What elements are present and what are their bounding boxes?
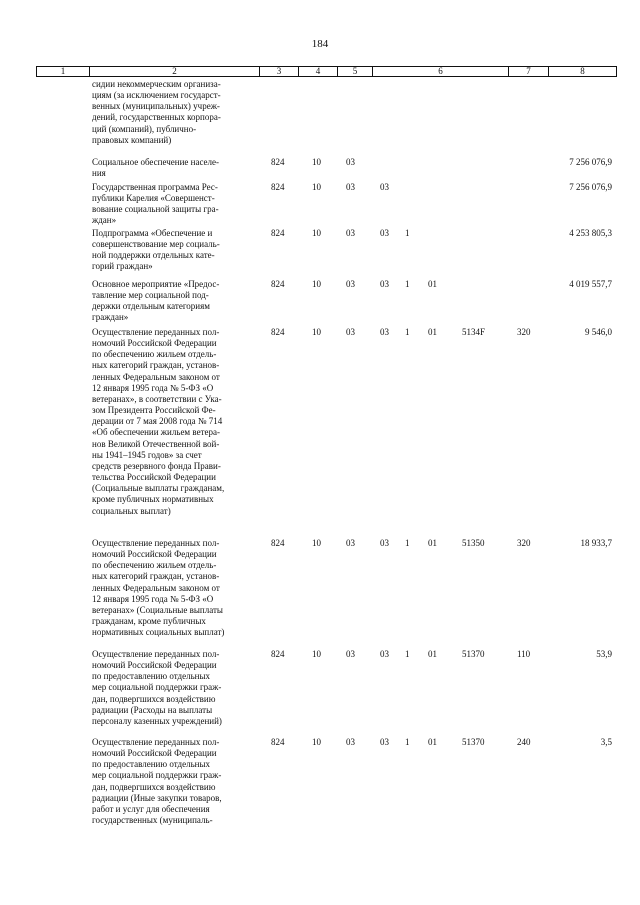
cell-activity: 01 — [428, 538, 437, 548]
row-description: Социальное обеспечение населе- ния — [92, 157, 220, 179]
cell-ministry-code: 824 — [271, 279, 285, 289]
cell-subprogram: 1 — [405, 538, 410, 548]
row-description: Государственная программа Рес- публики Карелия «Совершенст- вование социальной защиты гра- ждан» — [92, 182, 219, 226]
cell-subsection: 03 — [346, 538, 355, 548]
cell-ministry-code: 824 — [271, 327, 285, 337]
page-number: 184 — [311, 38, 329, 50]
table-row — [0, 327, 640, 538]
table-row — [0, 182, 640, 228]
cell-program: 03 — [380, 182, 389, 192]
cell-program: 03 — [380, 327, 389, 337]
column-number-header — [36, 66, 617, 77]
cell-expense-type: 240 — [517, 737, 531, 747]
cell-activity: 01 — [428, 737, 437, 747]
row-description: Осуществление переданных пол- номочий Российской Федерации по обеспечению жильем отдель- ных категорий граждан, установ- ленных Федеральным законом от 12 января 1995 года № 5-ФЗ «О ветеранах» (Социальные выплаты гражданам, кроме публичных нормативных социальных выплат) — [92, 538, 225, 638]
cell-subsection: 03 — [346, 279, 355, 289]
cell-program: 03 — [380, 228, 389, 238]
cell-amount: 53,9 — [596, 649, 612, 659]
cell-expense-type: 320 — [517, 538, 531, 548]
cell-program: 03 — [380, 737, 389, 747]
cell-section: 10 — [312, 157, 321, 167]
table-row — [0, 538, 640, 649]
header-col-7: 7 — [526, 66, 531, 76]
cell-direction: 51370 — [462, 737, 485, 747]
header-col-4: 4 — [315, 66, 321, 76]
header-col-8: 8 — [580, 66, 585, 76]
row-description: Основное мероприятие «Предос- тавление мер социальной под- держки отдельным категориям граждан» — [92, 279, 220, 323]
cell-subprogram: 1 — [405, 649, 410, 659]
header-col-2: 2 — [172, 66, 177, 76]
cell-subsection: 03 — [346, 737, 355, 747]
cell-amount: 9 546,0 — [585, 327, 612, 337]
cell-subprogram: 1 — [405, 327, 410, 337]
header-col-5: 5 — [352, 66, 358, 76]
cell-section: 10 — [312, 649, 321, 659]
table-row — [0, 649, 640, 737]
cell-amount: 7 256 076,9 — [569, 182, 612, 192]
cell-amount: 4 253 805,3 — [569, 228, 612, 238]
cell-amount: 7 256 076,9 — [569, 157, 612, 167]
cell-section: 10 — [312, 737, 321, 747]
cell-expense-type: 110 — [517, 649, 531, 659]
header-col-6: 6 — [438, 66, 443, 76]
cell-direction: 51350 — [462, 538, 485, 548]
table-row — [0, 737, 640, 837]
row-description: Осуществление переданных пол- номочий Российской Федерации по предоставлению отдельных мер социальной поддержки граж- дан, подвергшихся воздействию радиации (Расходы на выплаты персоналу казенных учреждений) — [92, 649, 222, 726]
row-description: Подпрограмма «Обеспечение и совершенствование мер социаль- ной поддержки отдельных кате- горий граждан» — [92, 228, 220, 272]
cell-section: 10 — [312, 228, 321, 238]
table-row — [0, 228, 640, 279]
cell-section: 10 — [312, 538, 321, 548]
row-description: Осуществление переданных пол- номочий Российской Федерации по обеспечению жильем отдель- ных категорий граждан, установ- ленных Федеральным законом от 12 января 1995 года № 5-ФЗ «О ветеранах», в соответствии с Ука- зом Президента Российской Фе- дерации от 7 мая 2008 года № 714 «Об обеспечении жильем ветера- нов Великой Отечественной вой- ны 1941–1945 годов» за счет средств резервного фонда Прави- тельства Российской Федерации (Социальные выплаты гражданам, кроме публичных нормативных социальных выплат) — [92, 327, 225, 516]
header-col-3: 3 — [276, 66, 282, 76]
cell-ministry-code: 824 — [271, 649, 285, 659]
cell-subsection: 03 — [346, 327, 355, 337]
cell-program: 03 — [380, 538, 389, 548]
cell-ministry-code: 824 — [271, 228, 285, 238]
cell-direction: 5134F — [462, 327, 486, 337]
row-description: Осуществление переданных пол- номочий Российской Федерации по предоставлению отдельных мер социальной поддержки граж- дан, подвергшихся воздействию радиации (Иные закупки товаров, работ и услуг для обеспечения государственных (муниципаль- — [92, 737, 222, 826]
cell-subprogram: 1 — [405, 737, 410, 747]
table-row — [0, 157, 640, 182]
cell-ministry-code: 824 — [271, 182, 285, 192]
cell-subsection: 03 — [346, 182, 355, 192]
cell-subsection: 03 — [346, 228, 355, 238]
cell-amount: 3,5 — [600, 737, 612, 747]
cell-section: 10 — [312, 182, 321, 192]
row-description: сидии некоммерческим организа- циям (за исключением государст- венных (муниципальных) учреж- дений, государственных корпора- ций (компаний), публично- правовых компаний) — [92, 79, 221, 145]
budget-table-body — [0, 79, 640, 837]
cell-section: 10 — [312, 327, 321, 337]
cell-ministry-code: 824 — [271, 538, 285, 548]
cell-amount: 18 933,7 — [580, 538, 612, 548]
cell-subsection: 03 — [346, 649, 355, 659]
header-col-1: 1 — [60, 66, 66, 76]
cell-ministry-code: 824 — [271, 737, 285, 747]
cell-direction: 51370 — [462, 649, 485, 659]
table-row — [0, 279, 640, 327]
cell-subprogram: 1 — [405, 228, 410, 238]
cell-expense-type: 320 — [517, 327, 531, 337]
cell-program: 03 — [380, 279, 389, 289]
cell-ministry-code: 824 — [271, 157, 285, 167]
cell-program: 03 — [380, 649, 389, 659]
table-row — [0, 79, 640, 157]
cell-activity: 01 — [428, 327, 437, 337]
cell-activity: 01 — [428, 649, 437, 659]
cell-amount: 4 019 557,7 — [569, 279, 612, 289]
cell-subprogram: 1 — [405, 279, 410, 289]
cell-activity: 01 — [428, 279, 437, 289]
cell-subsection: 03 — [346, 157, 355, 167]
cell-section: 10 — [312, 279, 321, 289]
